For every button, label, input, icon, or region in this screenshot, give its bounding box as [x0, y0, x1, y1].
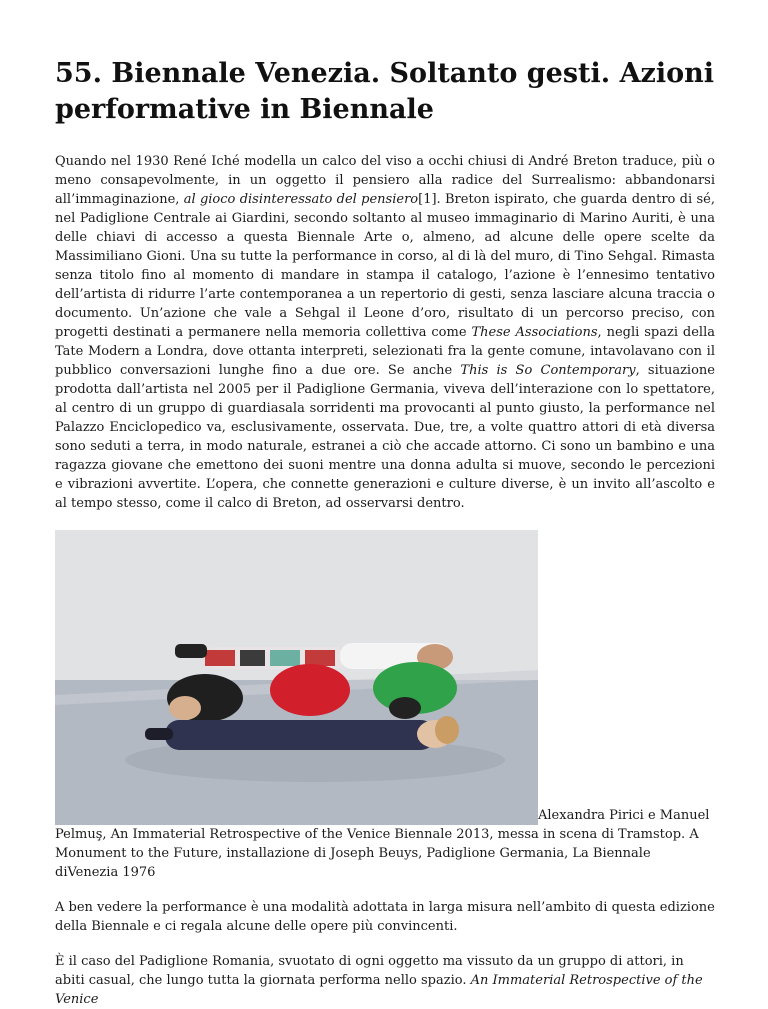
- intro-paragraph: [55, 152, 715, 513]
- intro-text-4: , situazione prodotta dall’artista nel 2005 per il Padiglione Germania, viveva dell’interazione con lo spettatore, al centro di un gruppo di guardiasala sorridenti ma provocanti al punto giusto, la performance nel Palazzo Enciclopedico va, esclusivamente, osservata. Due, tre, a volte quattro attori di età diversa sono seduti a terra, in modo naturale, estranei a ciò che accade attorno. Ci sono un bambino e una ragazza giovane che emettono dei suoni mentre una donna adulta si muove, secondo le percezioni e vibrazioni avvertite. L’opera, che connette generazioni e culture diverse, è un invito all’ascolto e al tempo stesso, come il calco di Breton, ad osservarsi dentro.: [55, 363, 715, 511]
- article-title: 55. Biennale Venezia. Soltanto gesti. Azioni performative in Biennale: [55, 58, 715, 125]
- intro-text-1: Quando nel 1930 René Iché modella un calco del viso a occhi chiusi di André Breton traduce, più o meno consapevolmente, in un oggetto il pensiero alla radice del Surrealismo: abbandonarsi all’immaginazione,: [55, 154, 715, 207]
- intro-text-3: , negli spazi della Tate Modern a Londra, dove ottanta interpreti, selezionati fra la gente comune, intavolavano con il pubblico conversazioni lunghe fino a due ore. Se anche: [55, 325, 715, 378]
- performance-photo[interactable]: [55, 530, 538, 825]
- paragraph-3: [55, 952, 715, 1009]
- paragraph-3-italic: An Immaterial Retrospective of the Venice: [55, 973, 703, 1007]
- intro-italic-1: al gioco disinteressato del pensiero: [183, 192, 419, 207]
- paragraph-3-text: È il caso del Padiglione Romania, svuotato di ogni oggetto ma vissuto da un gruppo di attori, in abiti casual, che lungo tutta la giornata performa nello spazio.: [55, 954, 684, 988]
- intro-italic-2: These Associations: [471, 325, 598, 340]
- photo-illustration: [55, 530, 538, 825]
- figure-caption-start: Alexandra Pirici e Manuel: [538, 808, 710, 823]
- article: [55, 0, 715, 1009]
- paragraph-2: A ben vedere la performance è una modalità adottata in larga misura nell’ambito di questa edizione della Biennale e ci regala alcune delle opere più convincenti.: [55, 900, 715, 934]
- figure-caption: Pelmuş, An Immaterial Retrospective of the Venice Biennale 2013, messa in scena di Tramstop. A Monument to the Future, installazione di Joseph Beuys, Padiglione Germania, La Biennale diVenezia 1976: [55, 827, 699, 880]
- intro-text-2: [1]. Breton ispirato, che guarda dentro di sé, nel Padiglione Centrale ai Giardini, secondo soltanto al museo immaginario di Marino Auriti, è una delle chiavi di accesso a questa Biennale Arte o, almeno, ad alcune delle opere scelte da Massimiliano Gioni. Una su tutte la performance in corso, al di là del muro, di Tino Sehgal. Rimasta senza titolo fino al momento di mandare in stampa il catalogo, l’azione è l’ennesimo tentativo dell’artista di ridurre l’arte contemporanea a un repertorio di gesti, senza lasciare alcuna traccia o documento. Un’azione che vale a Sehgal il Leone d’oro, risultato di un percorso preciso, con progetti destinati a permanere nella memoria collettiva come: [55, 192, 715, 340]
- intro-italic-3: This is So Contemporary: [460, 363, 636, 378]
- figure: [55, 530, 715, 882]
